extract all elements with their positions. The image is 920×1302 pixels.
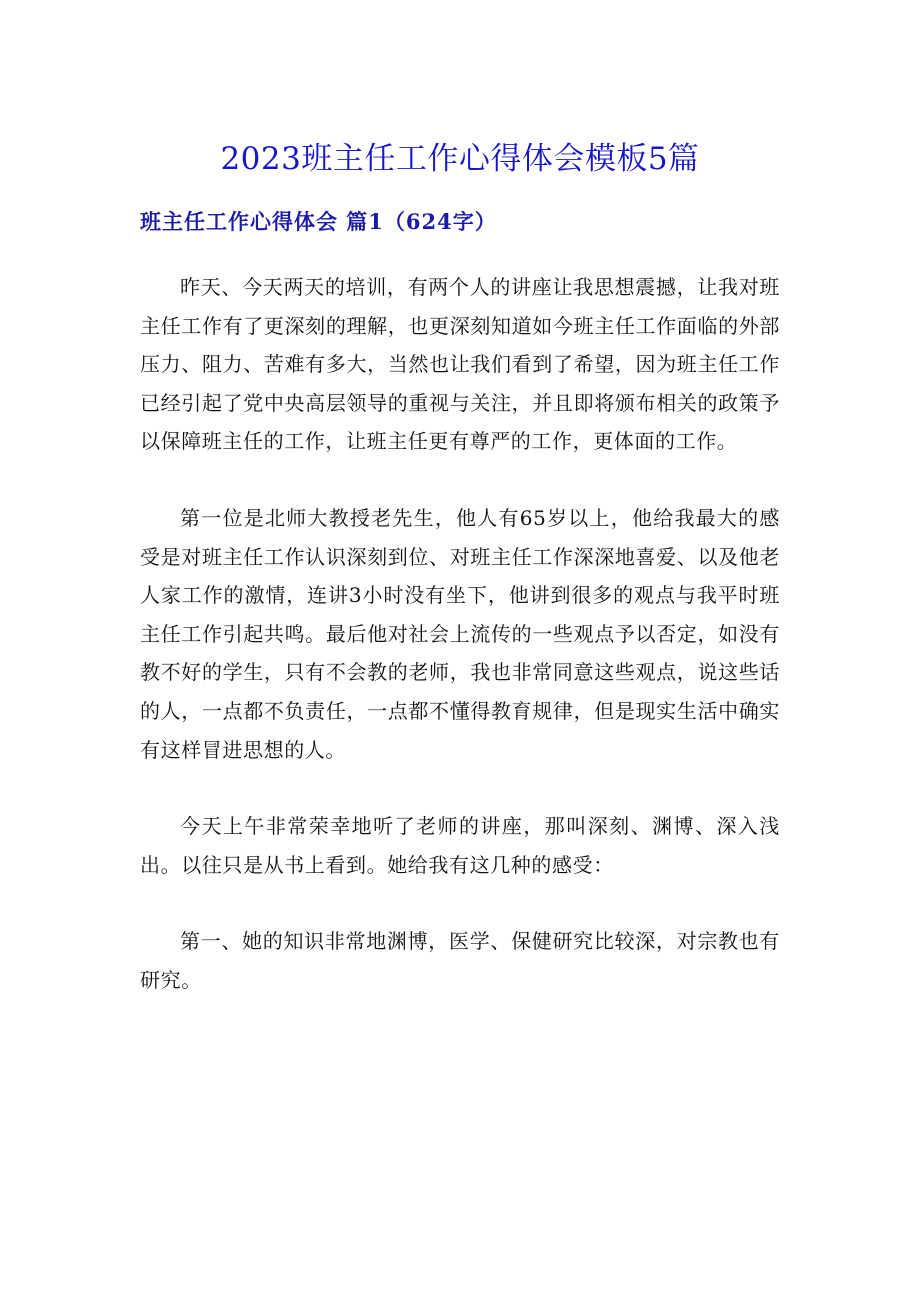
document-body [140, 268, 780, 1038]
paragraph: 第一、她的知识非常地渊博，医学、保健研究比较深，对宗教也有研究。 [140, 929, 780, 992]
paragraph: 昨天、今天两天的培训，有两个人的讲座让我思想震撼，让我对班主任工作有了更深刻的理解，也更深刻知道如今班主任工作面临的外部压力、阻力、苦难有多大，当然也让我们看到了希望，因为班主任工作已经引起了党中央高层领导的重视与关注，并且即将颁布相关的政策予以保障班主任的工作，让班主任更有尊严的工作，更体面的工作。 [140, 275, 780, 454]
paragraph: 第一位是北师大教授老先生，他人有65岁以上，他给我最大的感受是对班主任工作认识深刻到位、对班主任工作深深地喜爱、以及他老人家工作的激情，连讲3小时没有坐下，他讲到很多的观点与我平时班主任工作引起共鸣。最后他对社会上流传的一些观点予以否定，如没有教不好的学生，只有不会教的老师，我也非常同意这些观点，说这些话的人，一点都不负责任，一点都不懂得教育规律，但是现实生活中确实有这样冒进思想的人。 [140, 505, 780, 762]
paragraph: 今天上午非常荣幸地听了老师的讲座，那叫深刻、渊博、深入浅出。以往只是从书上看到。她给我有这几种的感受： [140, 814, 780, 877]
section-heading: 班主任工作心得体会 篇1（624字） [140, 209, 497, 234]
document-title: 2023班主任工作心得体会模板5篇 [220, 141, 700, 177]
